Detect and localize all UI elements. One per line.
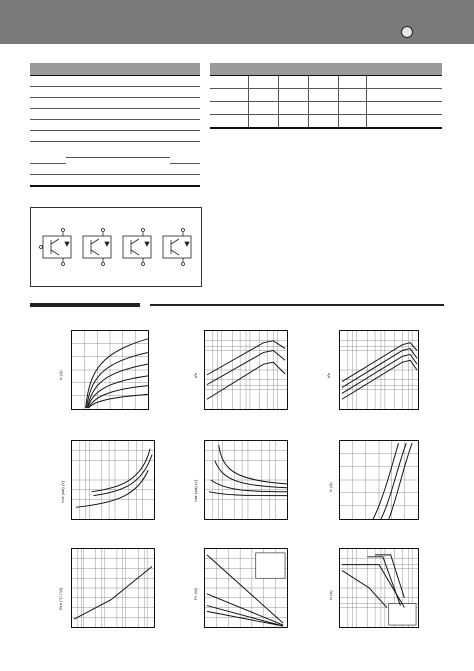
table-row: [30, 175, 200, 186]
table-row: [30, 131, 200, 142]
graph-ylabel: hᶠᴇ: [193, 372, 198, 378]
transistor-circuit-3: [123, 229, 151, 266]
transistor-circuit-2: [83, 229, 111, 266]
graph-ylabel: hᶠᴇ: [326, 372, 331, 378]
hfe-ic-graph-1: [204, 330, 288, 410]
table-row: [30, 120, 200, 131]
table-row: [30, 87, 200, 98]
header-band: [0, 0, 474, 44]
circle-mark-icon: [401, 26, 413, 38]
transistor-circuit-4: [163, 229, 191, 266]
ratings-table-header: [30, 63, 200, 76]
table-row: [30, 164, 200, 175]
equivalent-circuit-diagram: [31, 208, 201, 286]
graph-ylabel: Pᴛ (W): [193, 587, 198, 600]
characteristics-table-header: [210, 63, 442, 76]
hfe-ic-graph-2: [339, 330, 419, 410]
graph-ylabel: Iᴄ (A): [328, 590, 333, 600]
vbesat-ic-graph: [204, 440, 288, 520]
safe-operating-area-graph: [339, 548, 419, 628]
ic-vce-graph: [71, 330, 149, 410]
transistor-circuit-1: [40, 229, 72, 266]
table-row: [210, 76, 442, 89]
rth-time-graph: [71, 548, 155, 628]
ic-vbe-graph: [339, 440, 419, 520]
section-divider: [150, 304, 444, 306]
characteristics-table: [210, 63, 442, 129]
table-row: [210, 102, 442, 115]
graph-ylabel: Rᴛʜ (°C / W): [58, 587, 63, 610]
ratings-table: [30, 63, 200, 187]
table-row: [30, 109, 200, 120]
table-row: [30, 142, 200, 164]
table-row: [210, 115, 442, 128]
table-row: [30, 76, 200, 87]
table-row: [30, 98, 200, 109]
vcesat-ic-graph: [71, 440, 155, 520]
table-row: [210, 89, 442, 102]
graph-ylabel: Iᴄ (A): [58, 370, 63, 380]
graph-ylabel: Iᴄ (A): [328, 482, 333, 492]
graph-ylabel: Vᴄᴇ (sat) (V): [60, 480, 65, 503]
graph-ylabel: Vʙᴇ (sat) (V): [193, 479, 198, 502]
section-title-bar: [30, 303, 140, 307]
equivalent-circuit-box: [30, 207, 202, 287]
pt-ta-graph: [204, 548, 288, 628]
